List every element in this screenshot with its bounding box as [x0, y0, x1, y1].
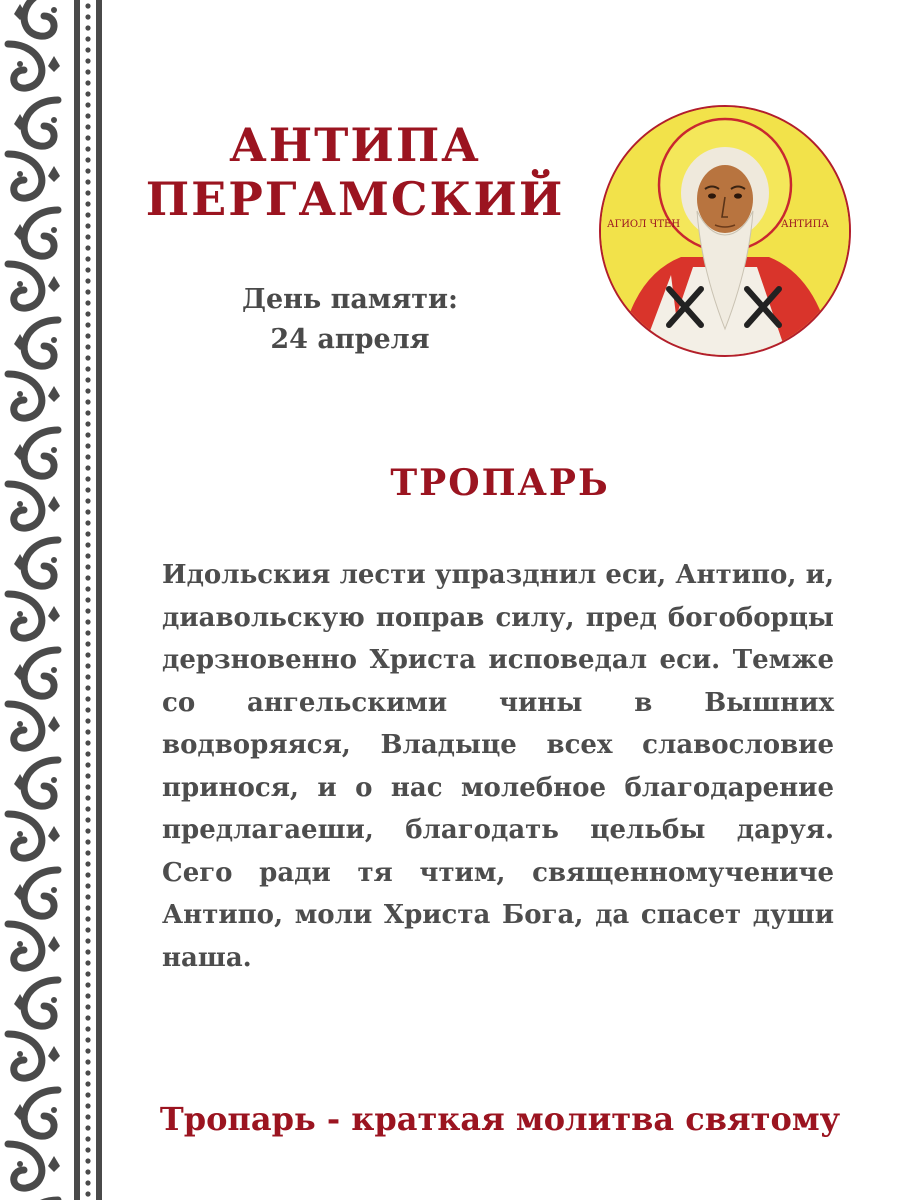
memory-day	[200, 280, 500, 360]
icon-inscription-right: АНТИПА	[781, 219, 829, 230]
ornamental-border	[0, 0, 104, 1200]
footer-note: Тропарь - краткая молитва святому	[159, 1100, 841, 1138]
icon-inscription-left: АГИОЛ ЧТЕН	[607, 219, 681, 230]
troparion-heading: ТРОПАРЬ	[390, 462, 610, 504]
ornament-pattern-icon	[0, 0, 104, 1200]
saint-icon-image	[599, 105, 851, 357]
saint-name-line2: ПЕРГАМСКИЙ	[145, 172, 565, 226]
saint-name	[130, 118, 580, 226]
saint-portrait-icon	[601, 107, 849, 355]
memory-day-date: 24 апреля	[270, 324, 430, 355]
saint-name-line1: АНТИПА	[229, 118, 481, 172]
troparion-text: Идольския лести упразднил еси, Антипо, и, диавольскую поправ силу, пред богоборцы дерзновенно Христа исповедал еси. Темже со ангельскими чины в Вышних водворяяся, Владыце всех славословие принося, и о нас молебное благодарение предлагаеши, благодать цельбы даруя. Сего ради тя чтим, священномучениче Антипо, моли Христа Бога, да спасет души наша.	[162, 560, 834, 973]
memory-day-label: День памяти:	[241, 284, 459, 315]
